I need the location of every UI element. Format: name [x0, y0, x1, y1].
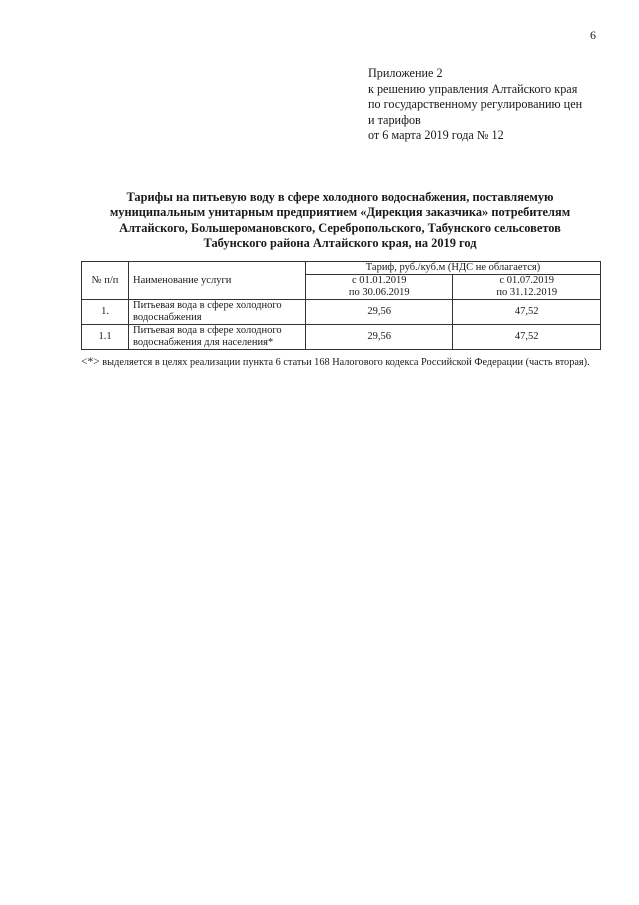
appendix-line: к решению управления Алтайского края [368, 81, 578, 96]
header-period-1 [306, 275, 453, 300]
title-line: Тарифы на питьевую воду в сфере холодного водоснабжения, поставляемую [126, 190, 554, 204]
tariff-table [81, 261, 601, 350]
table-row [82, 325, 601, 350]
row-value-period-2: 47,52 [453, 325, 601, 350]
period-2-to: по 31.12.2019 [496, 287, 558, 298]
row-value-period-1: 29,56 [306, 325, 453, 350]
appendix-block [368, 66, 582, 144]
footnote-mark: <*> [81, 356, 100, 368]
period-1-from: с 01.01.2019 [351, 275, 407, 286]
row-value-period-1: 29,56 [306, 300, 453, 325]
appendix-line: по государственному регулированию цен [368, 97, 583, 112]
header-number: № п/п [82, 262, 129, 300]
appendix-line: Приложение 2 [368, 66, 443, 80]
footnote-text: выделяется в целях реализации пункта 6 статьи 168 Налогового кодекса Российской Федерации (часть вторая). [99, 357, 590, 368]
header-period-2 [453, 275, 601, 300]
row-value-period-2: 47,52 [453, 300, 601, 325]
document-title [80, 190, 600, 252]
period-1-to: по 30.06.2019 [348, 287, 410, 298]
title-line: муниципальным унитарным предприятием «Дирекция заказчика» потребителям [109, 205, 571, 220]
header-service-name: Наименование услуги [129, 262, 306, 300]
period-2-from: с 01.07.2019 [499, 275, 555, 286]
title-line: Алтайского, Большеромановского, Серебропольского, Табунского сельсоветов [119, 220, 561, 235]
title-line: Табунского района Алтайского края, на 2019 год [203, 236, 477, 251]
footnote [81, 355, 601, 370]
table-row [82, 300, 601, 325]
appendix-line: и тарифов [368, 112, 421, 127]
header-tariff: Тариф, руб./куб.м (НДС не облагается) [306, 262, 601, 275]
row-service-name: Питьевая вода в сфере холодного водоснабжения для населения* [129, 325, 306, 350]
page-number: 6 [590, 28, 596, 42]
row-service-name: Питьевая вода в сфере холодного водоснабжения [129, 300, 306, 325]
appendix-line: от 6 марта 2019 года № 12 [368, 128, 504, 143]
row-number: 1.1 [82, 325, 129, 350]
row-number: 1. [82, 300, 129, 325]
